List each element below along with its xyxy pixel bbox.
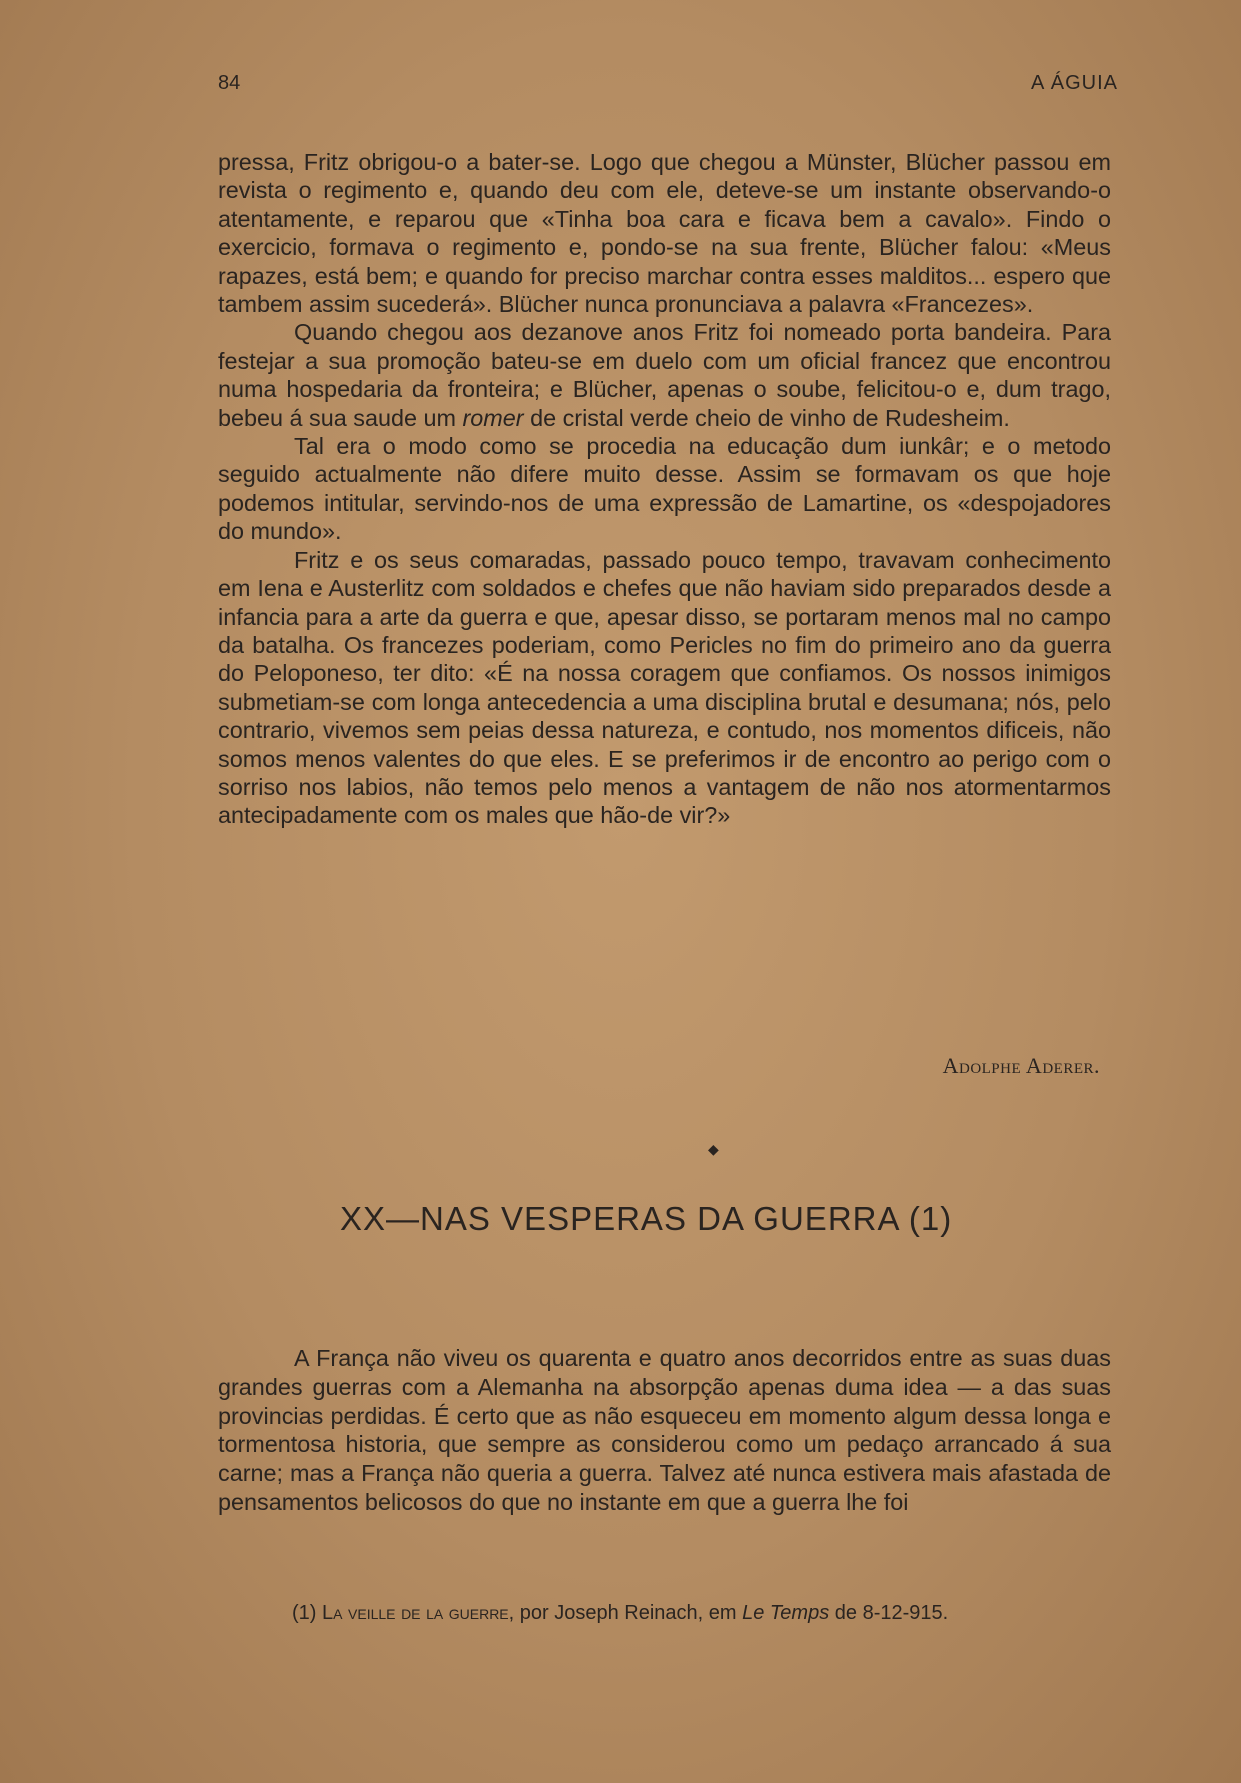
page-header: [218, 72, 1118, 102]
footnote-marker: (1): [292, 1602, 317, 1624]
ornament-dot-icon: ◆: [708, 1142, 719, 1158]
section-title-note: 1: [920, 1200, 941, 1237]
article-body: [218, 148, 1111, 830]
paragraph-2: [218, 318, 1111, 432]
section-title: [340, 1200, 980, 1238]
footnote-date: de 8-12-915.: [829, 1602, 949, 1624]
footnote: [292, 1602, 1112, 1625]
footnote-by: , por Joseph Reinach, em: [508, 1602, 743, 1624]
running-head: A ÁGUIA: [1030, 72, 1118, 94]
romer-word: romer: [462, 404, 524, 431]
paragraph-2-text: Quando chegou aos dezanove anos Fritz foi nomeado porta bandeira. Para festejar a sua promoção bateu-se em duelo com um oficial francez que encontrou numa hospedaria da fronteira; e Blücher, apenas o soube, felicitou-o e, dum trago, bebeu á sua saude um: [218, 319, 1111, 431]
paragraph-4: Fritz e os seus comaradas, passado pouco tempo, travavam conhecimento em Iena e Austerlitz com soldados e chefes que não haviam sido preparados desde a infancia para a arte da guerra e que, apesar disso, se portaram menos mal no campo da batalha. Os francezes poderiam, como Pericles no fim do primeiro ano da guerra do Peloponeso, ter dito: «É na nossa coragem que confiamos. Os nossos inimigos submetiam-se com longa antecedencia a uma disciplina brutal e desumana; nós, pelo contrario, vivemos sem peias dessa natureza, e contudo, nos momentos dificeis, não somos menos valentes do que eles. E se preferimos ir de encontro ao perigo com o sorriso nos labios, não temos pelo menos a vantagem de não nos atormentarmos antecipadamente com os males que hão-de vir?»: [218, 546, 1111, 829]
author-signature: Adolphe Aderer.: [942, 1053, 1100, 1078]
section-title-text: XX—NAS VESPERAS DA GUERRA (: [340, 1200, 921, 1237]
footnote-title: La veille de la guerre: [322, 1602, 509, 1624]
footnote-source: Le Temps: [742, 1602, 830, 1624]
paragraph-2-tail: de cristal verde cheio de vinho de Rudesheim.: [523, 404, 1010, 431]
page-number: 84: [218, 72, 241, 94]
section-title-close: ): [940, 1200, 953, 1237]
paragraph-1: pressa, Fritz obrigou-o a bater-se. Logo que chegou a Münster, Blücher passou em revista o regimento e, quando deu com ele, deteve-se um instante observando-o atentamente, e reparou que «Tinha boa cara e ficava bem a cavalo». Findo o exercicio, formava o regimento e, pondo-se na sua frente, Blücher falou: «Meus rapazes, está bem; e quando for preciso marchar contra esses malditos... espero que tambem assim sucederá». Blücher nunca pronunciava a palavra «Francezes».: [218, 149, 1111, 318]
paragraph-3: Tal era o modo como se procedia na educação dum iunkâr; e o metodo seguido actualmente não difere muito desse. Assim se formavam os que hoje podemos intitular, servindo-nos de uma expressão de Lamartine, os «despojadores do mundo».: [218, 433, 1111, 545]
section-paragraph: A França não viveu os quarenta e quatro anos decorridos entre as suas duas grandes guerras com a Alemanha na absorpção apenas duma idea — a das suas provincias perdidas. É certo que as não esqueceu em momento algum dessa longa e tormentosa historia, que sempre as considerou como um pedaço arrancado á sua carne; mas a França não queria a guerra. Talvez até nunca estivera mais afastada de pensamentos belicosos do que no instante em que a guerra lhe foi: [218, 1345, 1111, 1515]
